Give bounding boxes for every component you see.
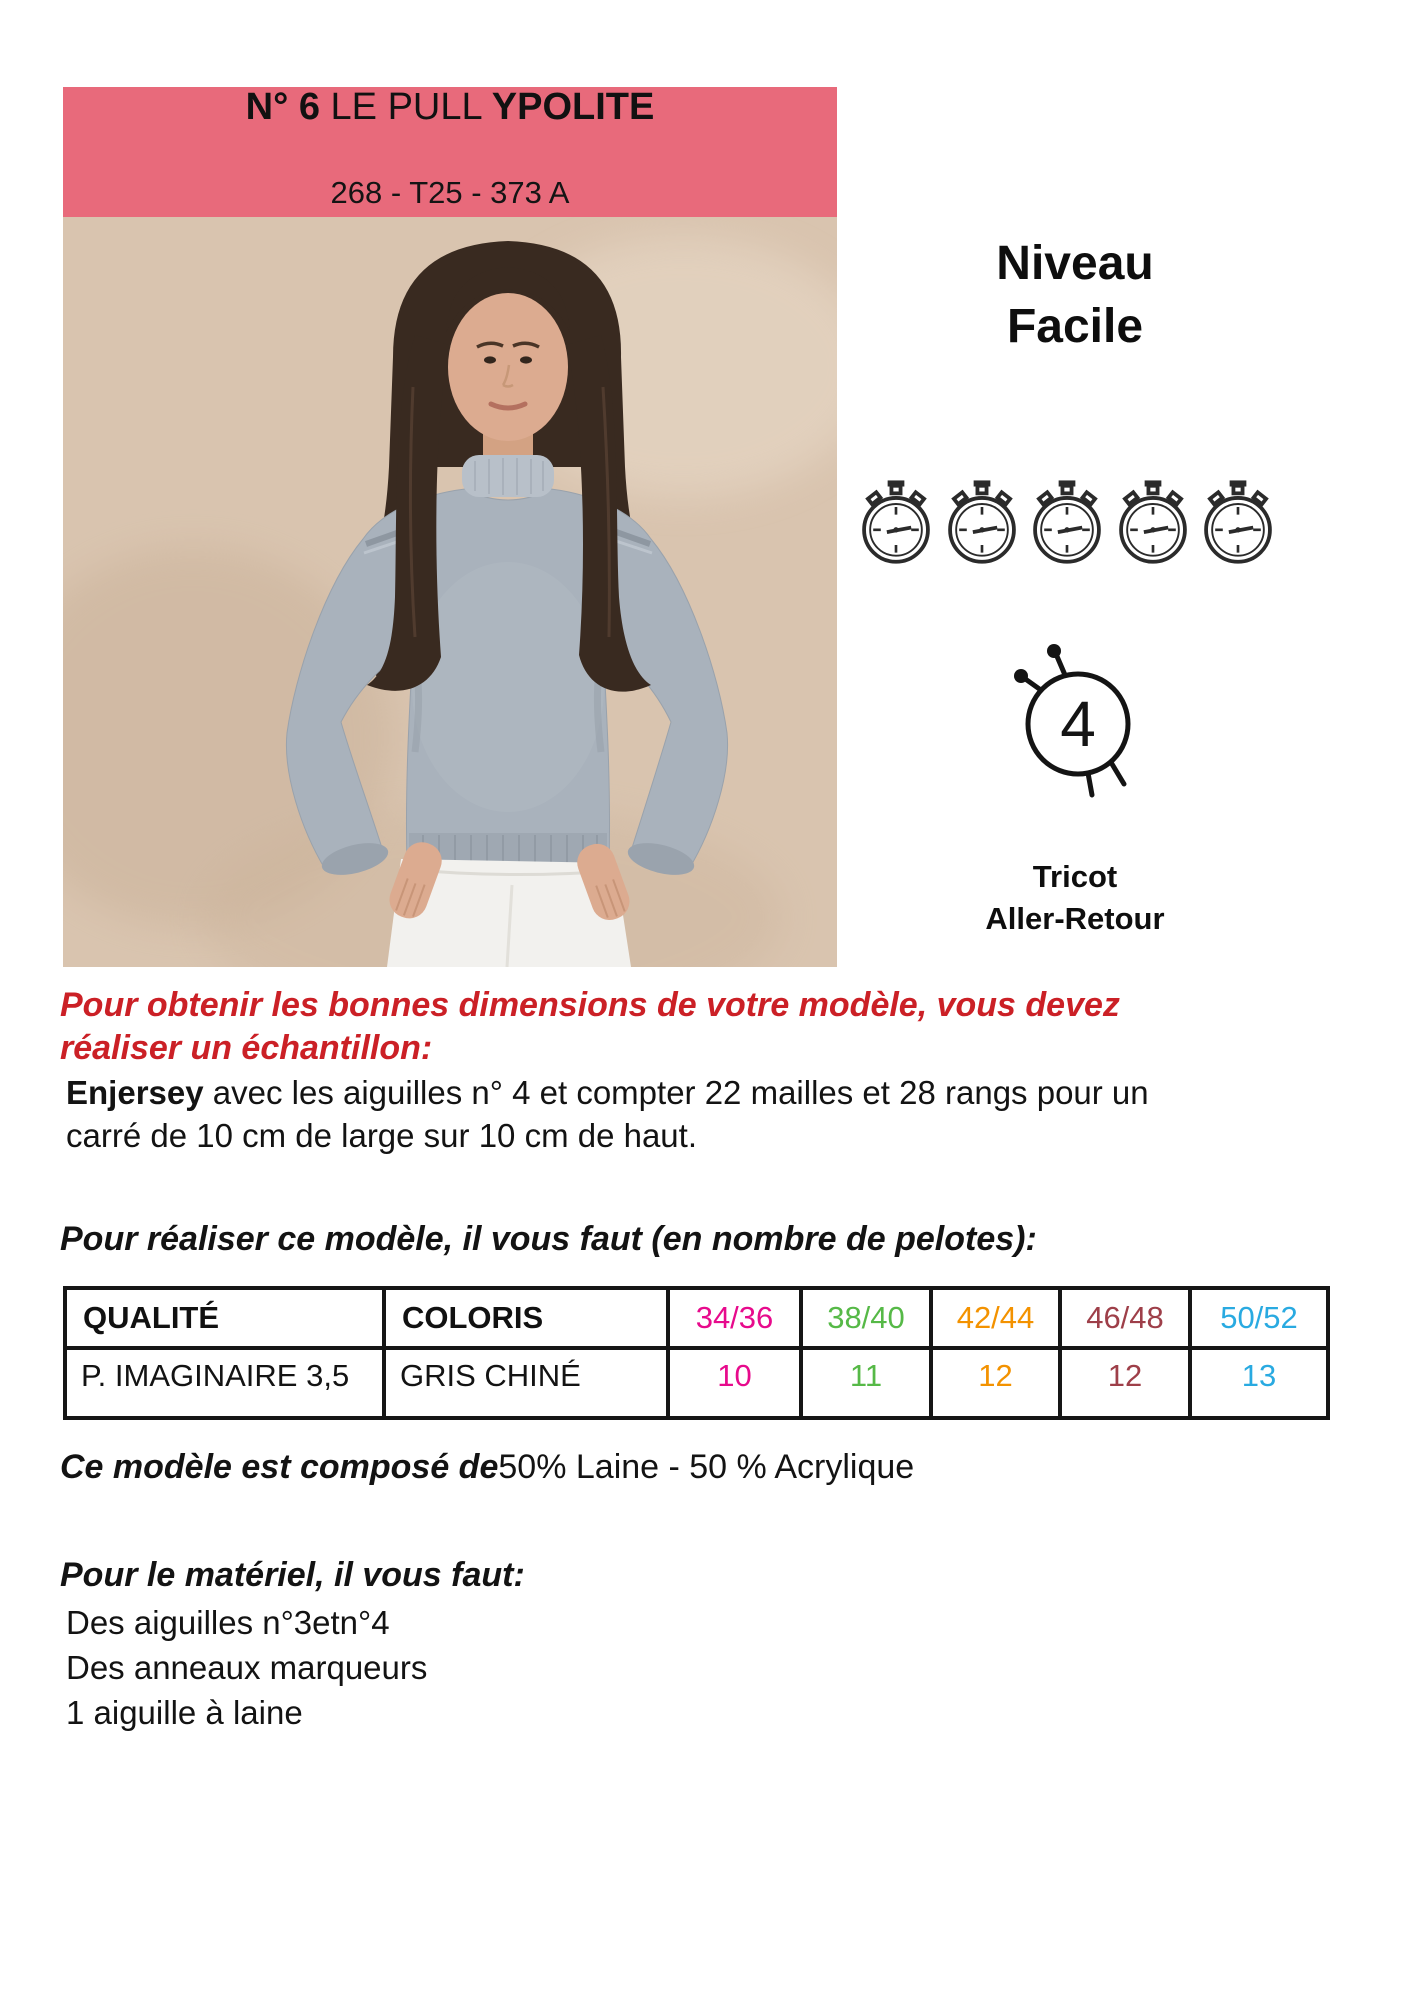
right-eye: [520, 356, 532, 363]
gauge-heading: [60, 984, 1260, 1070]
gauge-line1-rest: avec les aiguilles n° 4 et compter 22 mailles et 28 rangs pour un: [212, 1074, 1149, 1111]
stopwatch-icon: [944, 476, 1020, 570]
materials-heading: Pour le matériel, il vous faut:: [60, 1556, 525, 1594]
column-header-coloris: COLORIS: [384, 1288, 668, 1348]
stopwatch-icon: [1029, 476, 1105, 570]
materials-item: Des aiguilles n°3etn°4: [66, 1604, 390, 1641]
gauge-line1: [66, 1072, 1186, 1115]
gauge-instructions: [66, 1072, 1186, 1157]
needle-size-badge: [990, 632, 1158, 804]
cell-balls-34-36: 10: [668, 1348, 801, 1418]
level-value: Facile: [1006, 300, 1144, 354]
sweater-shading: [412, 562, 604, 812]
cell-balls-46-48: 12: [1060, 1348, 1190, 1418]
requirements-heading: Pour réaliser ce modèle, il vous faut (en nombre de pelotes):: [60, 1220, 1037, 1258]
column-header-size-38-40: 38/40: [801, 1288, 931, 1348]
cell-balls-38-40: 11: [801, 1348, 931, 1418]
column-header-size-50-52: 50/52: [1190, 1288, 1328, 1348]
gauge-heading-line2: réaliser un échantillon:: [60, 1029, 433, 1068]
page-title: [63, 88, 837, 128]
title-middle: LE PULL: [330, 86, 482, 128]
needle-size-number: 4: [1060, 688, 1096, 760]
yarn-requirements-table: [63, 1286, 1330, 1420]
materials-item: 1 aiguille à laine: [66, 1694, 303, 1732]
model-photo: [63, 217, 837, 967]
level-label: Niveau: [996, 237, 1154, 290]
cell-balls-42-44: 12: [931, 1348, 1060, 1418]
left-eye: [484, 356, 496, 363]
cell-balls-50-52: 13: [1190, 1348, 1328, 1418]
header-banner: [63, 87, 837, 217]
materials-list: [66, 1600, 427, 1736]
materials-item: Des anneaux marqueurs: [66, 1649, 428, 1687]
difficulty-level: [845, 232, 1305, 359]
technique-line2: Aller-Retour: [985, 900, 1165, 936]
gauge-heading-line1: Pour obtenir les bonnes dimensions de votre modèle, vous devez: [60, 986, 1120, 1024]
cell-quality: P. IMAGINAIRE 3,5: [65, 1348, 384, 1418]
pattern-reference: 268 - T25 - 373 A: [330, 175, 570, 210]
stopwatch-icon: [1115, 476, 1191, 570]
table-row: [65, 1348, 1328, 1418]
model-photo-illustration: [63, 217, 837, 967]
composition-value: 50% Laine - 50 % Acrylique: [498, 1448, 915, 1486]
title-number: N° 6: [245, 86, 320, 128]
gauge-line2: carré de 10 cm de large sur 10 cm de haut.: [66, 1116, 697, 1154]
column-header-size-46-48: 46/48: [1060, 1288, 1190, 1348]
column-header-size-34-36: 34/36: [668, 1288, 801, 1348]
table-header-row: [65, 1288, 1328, 1348]
needle-size-icon: [990, 632, 1158, 804]
column-header-size-42-44: 42/44: [931, 1288, 1060, 1348]
column-header-quality: QUALITÉ: [65, 1288, 384, 1348]
cell-coloris: GRIS CHINÉ: [384, 1348, 668, 1418]
gauge-stitch-name: Enjersey: [66, 1074, 204, 1111]
title-model-name: YPOLITE: [491, 86, 655, 128]
stopwatch-icon: [1200, 476, 1276, 570]
time-rating: [858, 474, 1276, 570]
technique-label: [845, 856, 1305, 940]
composition-label: Ce modèle est composé de: [60, 1448, 499, 1486]
composition-line: [60, 1448, 914, 1487]
stopwatch-icon: [858, 476, 934, 570]
technique-line1: Tricot: [1032, 859, 1118, 894]
